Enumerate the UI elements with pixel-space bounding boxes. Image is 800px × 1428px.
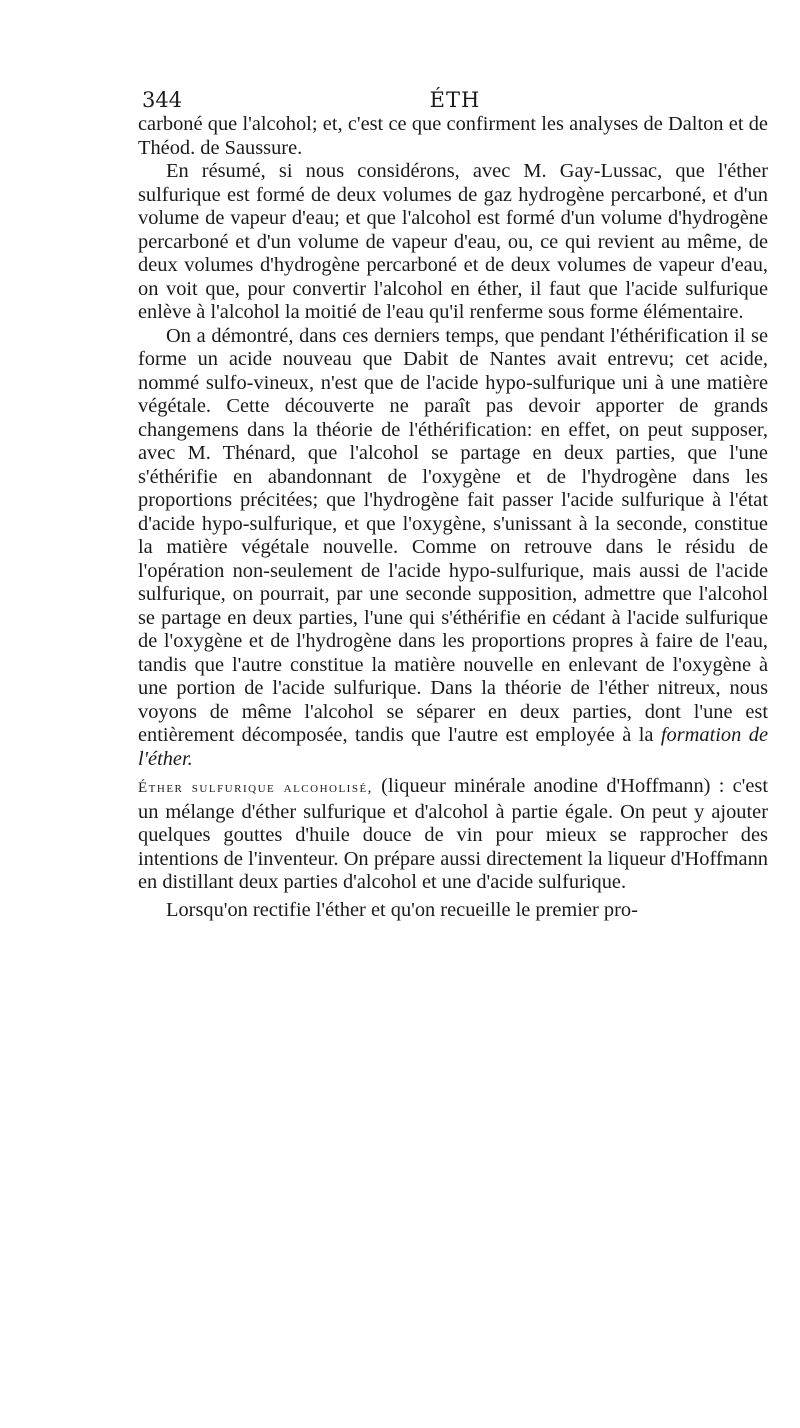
italic-phrase: formation de l'éther. [138, 724, 768, 770]
paragraph-continuation: carboné que l'alcohol; et, c'est ce que confirment les analyses de Dalton et de Théod. de Saussure. [138, 113, 768, 159]
entry-heading: Éther sulfurique alcoholisé, [138, 780, 373, 796]
paragraph-etherification [138, 325, 768, 772]
entry-text: (liqueur minérale anodine d'Hoffmann) : c'est un mélange d'éther sulfurique et d'alcohol à partie égale. On peut y ajouter quelques gouttes d'huile douce de vin pour mieux se rapprocher des intentions de l'inventeur. On prépare aussi directement la liqueur d'Hoffmann en distillant deux parties d'alcohol et une d'acide sulfurique. [138, 775, 768, 893]
paragraph-etherification-text: On a démontré, dans ces derniers temps, que pendant l'éthérification il se forme un acide nouveau que Dabit de Nantes avait entrevu; cet acide, nommé sulfo-vineux, n'est que de l'acide hypo-sulfurique uni à une matière végétale. Cette découverte ne paraît pas devoir apporter de grands changemens dans la théorie de l'éthérification: en effet, on peut supposer, avec M. Thénard, que l'alcohol se partage en deux parties, que l'une s'éthérifie en abandonnant de l'oxygène et de l'hydrogène dans les proportions précitées; que l'hydrogène fait passer l'acide sulfurique à l'état d'acide hypo-sulfurique, et que l'oxygène, s'unissant à la seconde, constitue la matière végétale nouvelle. Comme on retrouve dans le résidu de l'opération non-seulement de l'acide hypo-sulfurique, mais aussi de l'acide sulfurique, on pourrait, par une seconde supposition, admettre que l'alcohol se partage en deux parties, l'une qui s'éthérifie en cédant à l'acide sulfurique de l'oxygène et de l'hydrogène dans les proportions propres à faire de l'eau, tandis que l'autre constitue la matière nouvelle en enlevant de l'oxygène à une portion de l'acide sulfurique. Dans la théorie de l'éther nitreux, nous voyons de même l'alcohol se séparer en deux parties, dont l'une est entièrement décomposée, tandis que l'autre est employée à la [138, 324, 768, 746]
paragraph-resume: En résumé, si nous considérons, avec M. Gay-Lussac, que l'éther sulfurique est formé de deux volumes de gaz hydrogène percarboné, et d'un volume de vapeur d'eau; et que l'alcohol est formé d'un volume d'hydrogène percarboné et d'un volume de vapeur d'eau, ou, ce qui revient au même, de deux volumes d'hydrogène percarboné et de deux volumes de vapeur d'eau, on voit que, pour convertir l'alcohol en éther, il faut que l'acide sulfurique enlève à l'alcohol la moitié de l'eau qu'il renferme sous forme élémentaire. [138, 160, 768, 323]
paragraph-rectification: Lorsqu'on rectifie l'éther et qu'on recueille le premier pro- [166, 898, 638, 921]
running-head: ÉTH [429, 88, 481, 112]
paragraph-ether-alcoholise [138, 775, 768, 895]
page-body [138, 113, 768, 922]
page-number: 344 [142, 88, 183, 112]
